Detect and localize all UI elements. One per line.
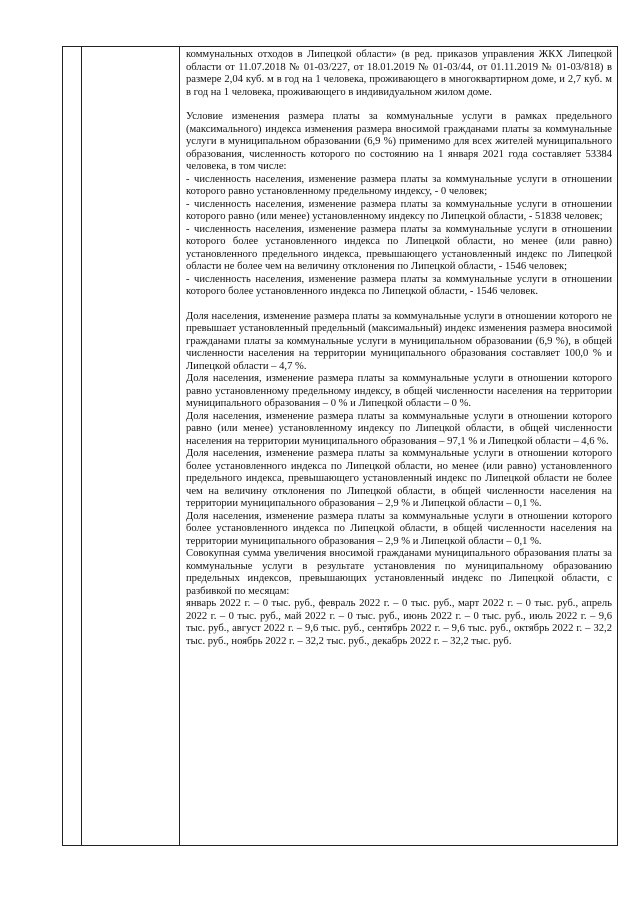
share-paragraph: Доля населения, изменение размера платы за коммунальные услуги в отношении которого более установленного индекса по Липецкой области, в общей численности населения на территории муниципального образования – 2,9 % и Липецкой области – 0,1 %. <box>186 510 612 547</box>
condition-paragraph: Условие изменения размера платы за коммунальные услуги в рамках предельного (максимального) индекса изменения размера вносимой гражданами платы за коммунальные услуги в муниципальном образовании (6,9 %) применимо для всех жителей муниципального образования, численность которого по состоянию на 1 января 2021 года составляет 53384 человека, в том числе: <box>186 111 612 172</box>
share-paragraph: Доля населения, изменение размера платы за коммунальные услуги в отношении которого более установленного индекса по Липецкой области, но менее (или равно) установленного предельного индекса, превышающего установленный индекс по Липецкой области не более чем на величину отклонения по Липецкой области, в общей численности населения на территории муниципального образования – 2,9 % и Липецкой области – 0,1 %. <box>186 448 612 509</box>
table-row <box>63 47 618 846</box>
total-paragraph: Совокупная сумма увеличения вносимой гражданами муниципального образования платы за коммунальные услуги в результате установления по муниципальному образованию предельных индексов, превышающих установленный индекс по Липецкой области, с разбивкой по месяцам: <box>186 548 612 597</box>
table-cell-number <box>63 47 82 846</box>
spacer <box>186 99 612 111</box>
share-paragraph: Доля населения, изменение размера платы за коммунальные услуги в отношении которого не превышает установленный предельный (максимальный) индекс изменения размера вносимой гражданами платы за коммунальные услуги в муниципальном образовании (6,9 %), в общей численности населения на территории муниципального образования составляет 100,0 % и Липецкой области – 4,7 %. <box>186 310 612 372</box>
table-cell-content <box>180 47 618 846</box>
intro-paragraph: коммунальных отходов в Липецкой области» (в ред. приказов управления ЖКХ Липецкой области от 11.07.2018 № 01-03/227, от 18.01.2019 № 01-03/44, от 01.11.2019 № 01-03/818) в размере 2,04 куб. м в год на 1 человека, проживающего в многоквартирном доме, и 2,7 куб. м в год на 1 человека, проживающего в индивидуальном жилом доме. <box>186 49 612 98</box>
monthly-breakdown: январь 2022 г. – 0 тыс. руб., февраль 2022 г. – 0 тыс. руб., март 2022 г. – 0 тыс. руб., апрель 2022 г. – 0 тыс. руб., май 2022 г. – 0 тыс. руб., июнь 2022 г. – 0 тыс. руб., июль 2022 г. – 9,6 тыс. руб., август 2022 г. – 9,6 тыс. руб., сентябрь 2022 г. – 9,6 тыс. руб., октябрь 2022 г. – 32,2 тыс. руб., ноябрь 2022 г. – 32,2 тыс. руб., декабрь 2022 г. – 32,2 тыс. руб. <box>186 598 612 647</box>
share-paragraph: Доля населения, изменение размера платы за коммунальные услуги в отношении которого равно (или менее) установленному индексу по Липецкой области, в общей численности населения на территории муниципального образования – 97,1 % и Липецкой области – 4,6 %. <box>186 410 612 447</box>
share-paragraph: Доля населения, изменение размера платы за коммунальные услуги в отношении которого равно установленному предельному индексу, в общей численности населения на территории муниципального образования – 0 % и Липецкой области – 0 %. <box>186 373 612 409</box>
spacer <box>186 299 612 311</box>
condition-item: - численность населения, изменение размера платы за коммунальные услуги в отношении которого более установленного индекса по Липецкой области, - 1546 человек. <box>186 273 612 297</box>
condition-item: - численность населения, изменение размера платы за коммунальные услуги в отношении которого более установленного индекса по Липецкой области, но менее (или равно) установленного предельного индекса, превышающего установленный индекс по Липецкой области не более чем на величину отклонения по Липецкой области, - 1546 человек; <box>186 223 612 272</box>
condition-item: - численность населения, изменение размера платы за коммунальные услуги в отношении которого равно установленному предельному индексу, - 0 человек; <box>186 173 612 197</box>
document-table <box>62 46 618 846</box>
document-content <box>180 47 617 648</box>
table-cell-label <box>82 47 180 846</box>
condition-item: - численность населения, изменение размера платы за коммунальные услуги в отношении которого равно (или менее) установленному индексу по Липецкой области, - 51838 человек; <box>186 198 612 222</box>
